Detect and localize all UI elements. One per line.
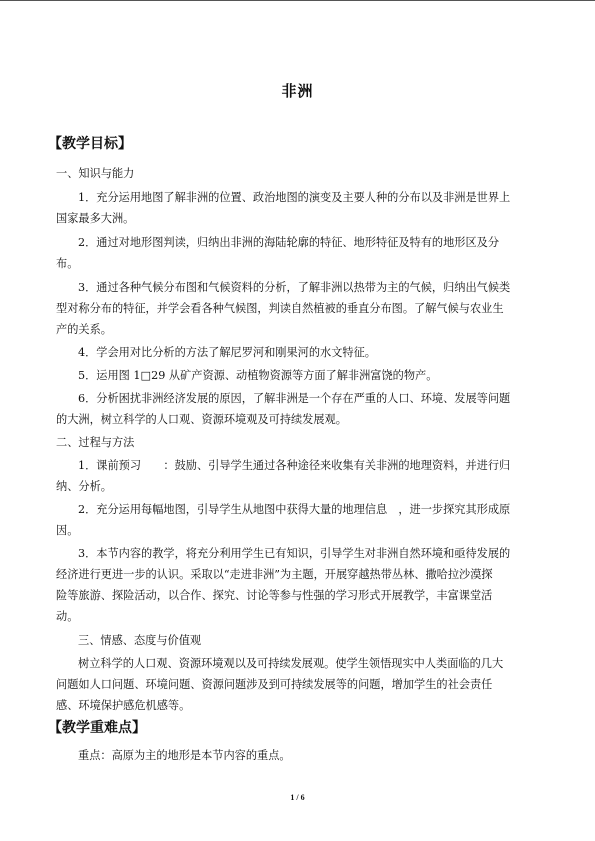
paragraph-line: 1．课前预习 ：鼓励、引导学生通过各种途径来收集有关非洲的地理资料，并进行归 bbox=[78, 459, 511, 472]
subheading-knowledge: 一、知识与能力 bbox=[56, 167, 135, 180]
paragraph-line: 4．学会用对比分析的方法了解尼罗河和刚果河的水文特征。 bbox=[78, 346, 376, 359]
paragraph-line: 险等旅游、探险活动，以合作、探究、讨论等参与性强的学习形式开展教学，丰富课堂活 bbox=[56, 589, 493, 602]
subheading-attitude: 三、情感、态度与价值观 bbox=[78, 634, 202, 647]
section-heading-keypoints: 【教学重难点】 bbox=[48, 720, 146, 736]
paragraph-line: 1．充分运用地图了解非洲的位置、政治地图的演变及主要人种的分布以及非洲是世界上 bbox=[78, 191, 511, 204]
paragraph-line: 树立科学的人口观、资源环境观以及可持续发展观。使学生领悟现实中人类面临的几大 bbox=[78, 657, 504, 670]
paragraph-line: 经济进行更进一步的认识。采取以“走进非洲”为主题，开展穿越热带丛林、撒哈拉沙漠探 bbox=[56, 568, 493, 581]
page-title: 非洲 bbox=[281, 82, 314, 100]
paragraph-line: 重点：高原为主的地形是本节内容的重点。 bbox=[78, 749, 291, 762]
subheading-process: 二、过程与方法 bbox=[56, 436, 135, 449]
paragraph-line: 动。 bbox=[56, 610, 79, 623]
paragraph-line: 3．本节内容的教学，将充分利用学生已有知识，引导学生对非洲自然环境和亟待发展的 bbox=[78, 547, 511, 560]
paragraph-line: 国家最多大洲。 bbox=[56, 212, 135, 225]
paragraph-line: 型对称分布的特征，并学会看各种气候图，判读自然植被的垂直分布图。了解气候与农业生 bbox=[56, 302, 504, 315]
paragraph-line: 2．充分运用每幅地图，引导学生从地图中获得大量的地理信息 ，进一步探究其形成原 bbox=[78, 503, 511, 516]
header-rule bbox=[0, 0, 595, 1]
paragraph-line: 3．通过各种气候分布图和气候资料的分析，了解非洲以热带为主的气候，归纳出气候类 bbox=[78, 281, 511, 294]
paragraph-line: 的大洲，树立科学的人口观、资源环境观及可持续发展观。 bbox=[56, 413, 347, 426]
paragraph-line: 产的关系。 bbox=[56, 323, 112, 336]
paragraph-line: 5．运用图 1□29 从矿产资源、动植物资源等方面了解非洲富饶的物产。 bbox=[78, 369, 438, 382]
paragraph-line: 6．分析困扰非洲经济发展的原因，了解非洲是一个存在严重的人口、环境、发展等问题 bbox=[78, 392, 511, 405]
paragraph-line: 感、环境保护感危机感等。 bbox=[56, 699, 191, 712]
paragraph-line: 问题如人口问题、环境问题、资源问题涉及到可持续发展等的问题，增加学生的社会责任 bbox=[56, 678, 493, 691]
paragraph-line: 2．通过对地形图判读，归纳出非洲的海陆轮廓的特征、地形特征及特有的地形区及分 bbox=[78, 236, 500, 249]
paragraph-line: 因。 bbox=[56, 524, 79, 537]
paragraph-line: 纳、分析。 bbox=[56, 480, 112, 493]
paragraph-line: 布。 bbox=[56, 257, 79, 270]
page-number: 1 / 6 bbox=[290, 793, 305, 802]
section-heading-objectives: 【教学目标】 bbox=[48, 136, 132, 152]
